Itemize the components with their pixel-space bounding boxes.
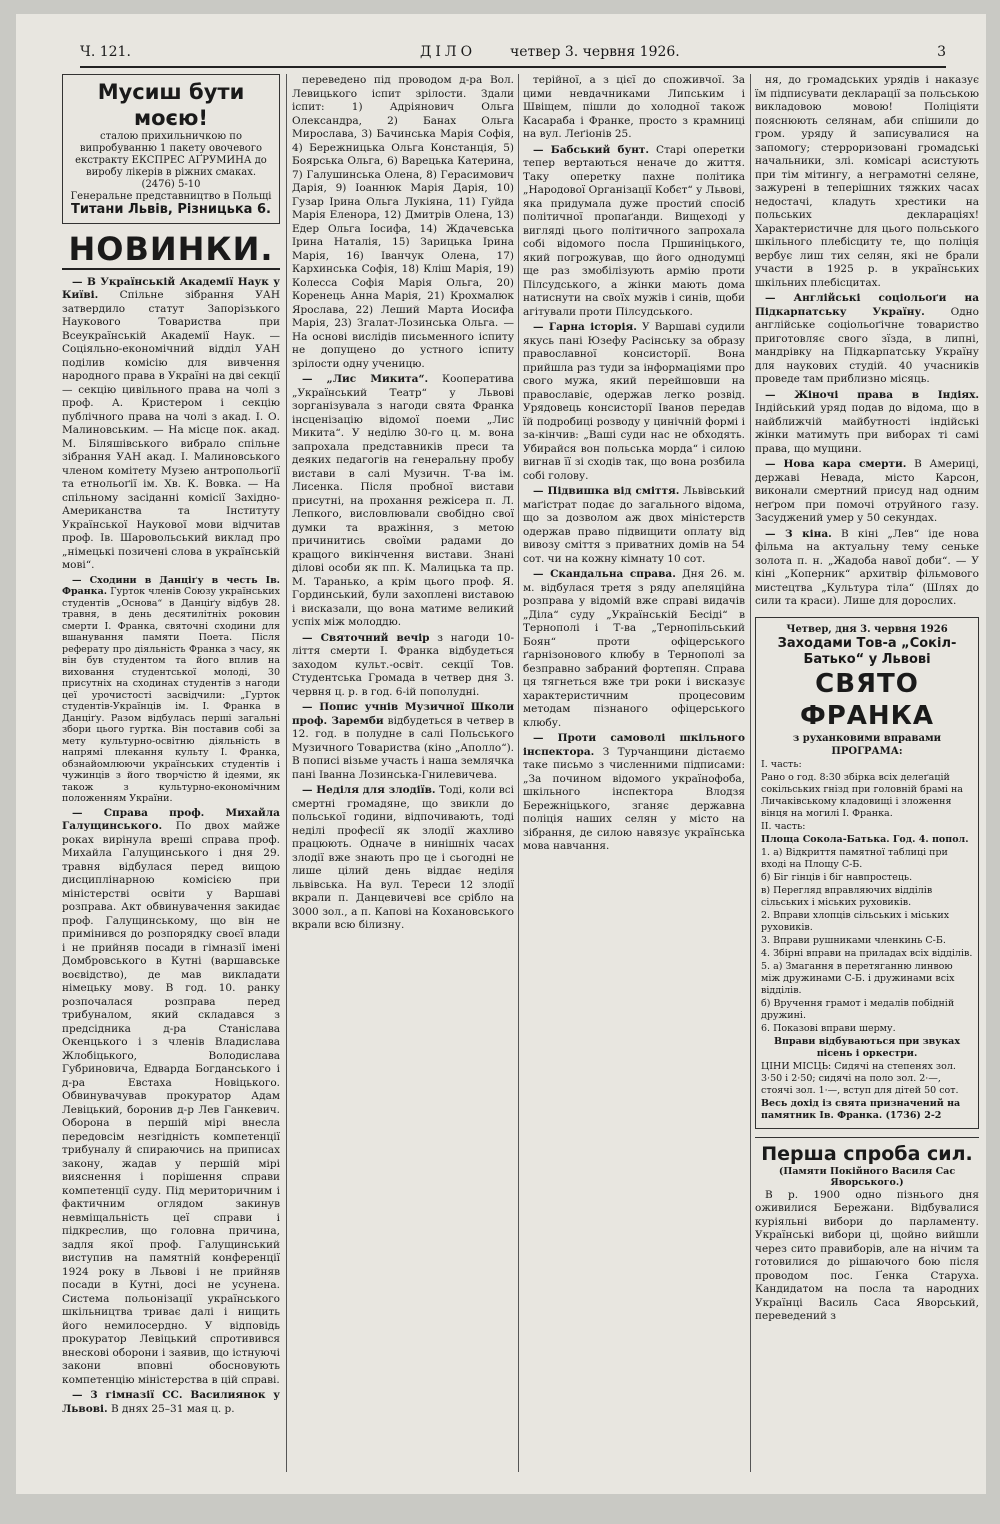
article-text: Індійський уряд подав до відома, що в найближчій майбутності індійські жінки матимуть при виборах ті самі права, що мущини. — [755, 402, 979, 455]
article-text: відбудеться в четвер в 12. год. в полудне в салі Польського Музичного Товариства (кіно „Аполло“). В пописі візьме участь і наша землячка пані Іванна Лозинська-Гнилевичева. — [292, 714, 514, 781]
ad-footer: Титани Львів, Різницька 6. — [71, 202, 271, 217]
program-item: 1. а) Відкриття памятної таблиці при вході на Площу С-Б. — [761, 846, 948, 870]
program-item: 6. Показові вправи шерму. — [761, 1022, 896, 1034]
article-text: Старі оперетки тепер вертаються неначе до життя. Таку оперетку пахне політика „Народової Організації Кобєт“ у Львові, яка придумала дуже простий спосіб політичної пропаґанди. Вищеході у вигляді цього політичного запрохала собі відомого посла Пршиніцького, який погрожував, що його однодумці ще раз змобілізують армію проти Пілсудського, а жінки мають дома натиснути на своїх мужів і синів, щоби агітували проти Пілсудського. — [523, 143, 745, 318]
issue-date: четвер 3. червня 1926. — [510, 44, 680, 60]
article-title: — Підвишка від сміття. — [533, 485, 680, 497]
program-item: 2. Вправи хлопців сільських і міських руховиків. — [761, 909, 950, 933]
program-item: в) Перегляд вправляючих відділів сільських і міських руховиків. — [761, 884, 933, 908]
article — [755, 389, 979, 457]
program-prices: ЦІНИ МІСЦЬ: Сидячі на степенях зол. 3·50 і 2·50; сидячі на поло зол. 2·—, стоячі зол. 1·—, вступ для дітей 50 сот. — [761, 1060, 959, 1096]
advertisement — [62, 74, 280, 224]
article-text: Гурток членів Союзу українських студентів „Основа“ в Данціґу відбув 28. травня, в день десятилітніх роковин смерти І. Франка, святочні сходини для вшанування памяти Поета. Після реферату про діяльність Франка з часу, як він був студентом та його вплив на виховання студентської молоді, 30 присутніх на сходинах студентів з нагоди цеї урочистості засвідчили: „Гурток студентів-Українців ім. І. Франка в Данціґу. Разом відбулась перші загальні збори цього гуртка. Він поставив собі за мету культурно-освітню діяльність в напрямі плекання культу І. Франка, обзнайомлюючи українських студентів і чужинців з його творчістю й ідеями, як також з культурно-економічним положенням України. — [62, 586, 280, 804]
article-title: — Англійські соціольоґи на Підкарпатську Україну. — [755, 292, 979, 318]
article-text: У Варшаві судили якусь пані Юзефу Расінську за образу православної консисторії. Вона прийшла раз туди за інформаціями про свого мужа, який перейшовши на православіє, одержав легко розвід. Урядовець консисторії Іванов передав їй подробиці розводу у цинічній формі і за-кінчив: „Ваші суди нас не обходять. Убирайся вон польська морда“ і силою вигнав її зі сходів так, що вона розбила собі голову. — [523, 321, 745, 482]
article-text: Львівський маґістрат подає до загального відома, що за дозволом аж двох міністерств одержав право підвищити оплату від вивозу сміття з приватних домів на 54 сот. чи на кожну кімнату 10 сот. — [523, 485, 745, 565]
article-title: — Скандальна справа. — [533, 568, 676, 580]
article — [292, 74, 514, 371]
article — [62, 276, 280, 573]
program-part-text: Рано о год. 8:30 збірка всіх делеґацій сокільських гнізд при головній брамі на Личаківському кладовищі і зложення вінця на могилі І. Франка. — [761, 771, 963, 819]
notice-organizer: Заходами Тов-а „Сокіл-Батько“ у Львові — [777, 635, 957, 667]
notice-subtitle: з руханковими вправами — [792, 732, 942, 744]
page-header — [80, 40, 946, 68]
column-divider — [286, 74, 287, 1472]
article-text: Дня 26. м. м. відбулася третя з ряду апеляційна розправа у відомій вже справі видачів „Діла“ суду „Українській Бесіді“ в Тернополі і Т-ва „Тернопільський Боян“ проти офіцерського ґарнізонового клюбу в Тернополі за безправно забраний фортепян. Справа ця тягнеться вже три роки і висказує характеристичним процесовим методам пізнаного офіцерського клюбу. — [523, 568, 745, 729]
column-2 — [292, 74, 514, 1472]
article-text: Одно англійське соціольоґічне товариство приготовляє свого зїзда, в липні, мандрівку на Підкарпатську Україну для наукових студій. 40 учасників проведе там приблизно місяць. — [755, 305, 979, 385]
article — [755, 458, 979, 526]
program-list — [761, 759, 973, 1122]
article-title: — „Лис Микита“. — [302, 373, 429, 385]
column-divider — [750, 74, 751, 1472]
program-item: б) Вручення грамот і медалів побідній дружині. — [761, 997, 955, 1021]
article — [62, 1389, 280, 1416]
page-number: 3 — [937, 44, 946, 60]
article-text: Кооператива „Український Театр“ у Львові зорганізувала з нагоди свята Франка інсценізацію відомої поеми „Лис Микита“. У неділю 30-го ц. м. вона запрохала представників преси та деяких педагогів на генеральну пробу вистави в салі Музичн. Т-ва ім. Лисенка. Після пробної вистави присутні, на прохання режісера п. Л. Лепкого, висловлювали свобідно свої думки та вражіння, з метою причинитись своїми радами до кращого викінчення вистави. Знані ділові особи як пп. К. Малицька та пр. М. Таранько, а крім цього проф. Я. Гординський, були захоплені виставою і висказали, що вона матиме великий успіх між молоддю. — [292, 373, 514, 628]
program-part-label: II. часть: — [761, 820, 806, 832]
article-title: — Святочний вечір — [302, 631, 430, 644]
article — [292, 784, 514, 933]
article-text: ня, до громадських урядів і наказує їм підписувати декларації за польською викладовою мовою! Поліціяти пояснюють селянам, аби спішили до гром. уряду й записувалися на запомогу; стерроризовані громадські начальники, злі. комісарі асистують при тім мітингу, а неграмотні селяне, зажурені в теперішних тяжких часах недостачі, кладуть хрестики на польських деклараціях! Характеристичне для цього польського шкільного плебісциту те, що поліція вербує лиш тих селян, які не брали участи в 1925 р. в українських шкільних плебісцитах. — [755, 74, 979, 289]
article-title: — В Українській Академії Наук у Київі. — [62, 275, 280, 301]
article — [755, 528, 979, 609]
franko-celebration-notice — [755, 617, 979, 1129]
article — [523, 144, 745, 320]
article — [62, 575, 280, 805]
issue-number: Ч. 121. — [80, 44, 131, 60]
article-text: переведено під проводом д-ра Вол. Левицького іспит зрілости. Здали іспит: 1) Адріянович Ольга Олександра, 2) Банах Ольга Мирослава, 3) Бачинська Марія Софія, 4) Бережницька Ольга Констанція, 5) Боярська Ольга, 6) Варецька Катерина, 7) Галушинська Олена, 8) Герасимович Дарія, 9) Іоаннюк Марія Дарія, 10) Гузар Ірина Ольга Лукіянa, 11) Гуйда Марія Еленора, 12) Дмитрів Олена, 13) Едер Ольга Іосифа, 14) Ждачевська Ірина Наталія, 15) Зарицька Ірина Марія, 16) Іванчук Олена, 17) Кархинська Софія, 18) Кліш Марія, 19) Колесса Софія Марія Ольга, 20) Коренець Анна Марія, 21) Крохмалюк Ярослава, 22) Леший Марта Иосифа Марія, 23) Згалат-Лозинська Ольга. — На основі вислідів письменного іспиту не допущено до устного іспиту зрілости одну ученицю. — [292, 74, 514, 370]
article — [523, 74, 745, 142]
program-item: 4. Збірні вправи на приладах всіх відділів. — [761, 947, 973, 959]
notice-title: СВЯТО ФРАНКА — [799, 668, 935, 731]
program-music: Вправи відбуваються при звуках пісень і оркестри. — [773, 1035, 960, 1059]
article-title: — Нова кара смерти. — [765, 458, 907, 470]
article-title: — Попис учнів Музичної Школи проф. Заремби — [292, 701, 514, 727]
column-1 — [62, 74, 280, 1472]
notice-date: Четвер, дня 3. червня 1926 — [786, 623, 948, 635]
article — [523, 485, 745, 566]
ad-footer-label: Генеральне представництво в Польщі — [70, 191, 272, 202]
article-title: — Справа проф. Михайла Галущинського. — [62, 806, 280, 832]
article-title: — Бабський бунт. — [533, 143, 650, 156]
program-income: Весь дохід із свята призначений на памятник Ів. Франка. (1736) 2-2 — [761, 1097, 961, 1121]
program-place: Площа Сокола-Батька. Год. 4. попол. — [761, 833, 969, 845]
column-divider — [518, 74, 519, 1472]
article — [292, 373, 514, 630]
program-item: б) Біг гінців і біг навпростець. — [761, 871, 913, 883]
article — [523, 568, 745, 730]
newspaper-page — [16, 14, 986, 1494]
article-title: — Жіночі права в Індіях. — [765, 388, 979, 401]
article-text: терійної, а з цієї до споживчої. За цими невдачниками Липським і Швіщем, пішли до холодної також Касараба і Франке, просто з крамниці на вул. Леґіонів 25. — [523, 74, 745, 140]
column-4 — [755, 74, 979, 1472]
article-title: — З кіна. — [765, 527, 832, 540]
article — [523, 732, 745, 854]
article-text: Спільне зібрання УАН затвердило статут Запорізького Наукового Товариства при Всеукраїнській Академії Наук. — Соціяльно-економічний відділ УАН поділив комісію для вивчення народного права в Україні на дві секції — секцію цивільного права на чолі з проф. А. Кристером і секцію публічного права на чолі з акад. І. О. Малиновським. — На місце пок. акад. М. Біляшівського вибрало спільне зібрання УАН акад. І. Малиновського членом комітету Музею антропольоґії та етнольоґії ім. Хв. К. Вовка. — На спільному засіданні комісії Західно-Американства та Інституту Української Наукової мови відчитав проф. Ів. Шаровольський виклад про „німецькі позичені слова в українській мові“. — [62, 289, 280, 571]
last-article-text: В р. 1900 одно пізнього дня оживилися Бережани. Відбувалися куріяльні вибори до парламенту. Українські вибори ці, щойно вийшли через сито правиборів, але на нічим та готовилися до рішаючого бою після проводом пос. Ґенкa Старуха. Кандидатом на посла та народних Українці Василь Саса Яворський, переведений з — [755, 1188, 979, 1322]
program-item: 3. Вправи рушниками членкинь С-Б. — [761, 934, 946, 946]
notice-program-label: ПРОГРАМА: — [831, 745, 903, 757]
program-part-label: I. часть: — [761, 758, 802, 770]
article-title: — 3 гімназії СС. Василиянок у Львові. — [62, 1389, 280, 1415]
section-title: НОВИНКИ. — [62, 230, 280, 270]
article-text: По двох майже роках вирінула вреші справа проф. Михайла Галущинського і дня 29. травня відбулася перед вищою дисциплінарною комісією при міністерстві освіти у Варшаві розправа. Акт обвинувачення закидає проф. Галущинському, що він не примінився до розпорядку своєї влади і не прийняв посади в гімназії імені Домбровського в Кутні (варшавське воєвідство), де мав викладати німецьку мову. В год. 10. ранку розпочалася розправа перед трибуналом, який складався з предсідника д-ра Станіслава Окенцького і з членів Владислава Жлобіцького, Володислава Губриновича, Едварда Богданського і д-ра Евстаха Новіцького. Обвинувачував прокуратор Адам Левіцький, боронив д-р Лев Ганкевич. Оборона в першій мірі внесла передовсім незгідність компетенції трибуналу й спираючись на приписах закону, жадав у першій мірі вияснення і порішення справи компетенції суду. Під мериторичним і фактичним оглядом закинув невміщальність цеї справи і підкреслив, що головна причина, задля якої проф. Галущинський виступив на памятній конференції 1924 року в Львові і не прийняв посади в Кутні, досі не усунена. Система польонізації українського шкільництва триває далі і нищить його немилосердно. У відповідь прокуратор Левіцький спротивився внескові оборони і заявив, що істнуючі закони вповні обосновують компетенцію міністерства в цій справі. — [62, 820, 280, 1386]
article — [755, 292, 979, 387]
ad-title: Мусиш бути моєю! — [97, 80, 245, 130]
article-title: — Гарна історія. — [533, 321, 637, 333]
article-text: Тоді, коли всі смертні громадяне, що звикли до польської години, відпочивають, тоді неділі професії як злодії жахливо працюють. Одначе в нинішніх часах злодії вже знають про це і сьогодні не лише цілий день віддає неділя львівська. На вул. Тереси 12 злодії вкрали п. Данцевичеві все срібло на 3000 зол., а п. Капові на Кохановського вкрали всю білизну. — [292, 784, 514, 931]
article-text: З Турчанщини дістаємо таке письмо з численними підписами: „За почином відомого українофоба, шкільного інспектора Влодзя Бережніцького, зганяє державна поліція наших селян у місто на зібрання, де силою навязує українська мова навчання. — [523, 745, 745, 852]
article — [62, 807, 280, 1388]
last-article-title: Перша спроба сил. — [755, 1137, 979, 1166]
article — [755, 74, 979, 290]
program-item: 5. а) Змагання в перетяганню линвою між дружинами С-Б. і дружинами всіх відділів. — [761, 960, 955, 996]
column-3 — [523, 74, 745, 1472]
article-text: В днях 25–31 мая ц. р. — [111, 1402, 235, 1415]
article-title: — Сходини в Данціґу в честь Ів. Франка. — [62, 574, 280, 597]
article-text: з нагоди 10-ліття смерти І. Франка відбудеться заходом культ.-освіт. секції Тов. Студентська Громада в четвер дня 3. червня ц. р. в год. 6-ій пополудні. — [292, 631, 514, 698]
paper-title: ДІЛО — [420, 44, 477, 60]
ad-body: сталою прихильничкою по випробуванню 1 пакету овочевого екстракту ЕКСПРЕС АҐРУМИНА до виробу лікерів в ріжних смаках. (2476) 5-10 — [75, 131, 267, 190]
article-title: — Неділя для злодіїв. — [302, 784, 436, 796]
article-title: — Проти самоволі шкільного інспектора. — [523, 732, 745, 758]
article-text: В кіні „Лев“ іде нова фільма на актуальну тему сеньке золота п. н. „Жадоба навої доби“. — У кіні „Коперник“ архитвір фільмового мистецтва „Культура тіла“ (Шлях до сили та краси). Лише для дорослих. — [755, 527, 979, 607]
last-article-subtitle: (Памяти Покійного Василя Сас Яворського.) — [778, 1165, 956, 1188]
article — [523, 321, 745, 483]
article-text: В Америці, державі Невада, місто Карсон, виконали смертний присуд над одним неґром при помочі отруйного газу. Засуджений умер у 50 секундах. — [755, 458, 979, 524]
article — [292, 632, 514, 700]
article — [292, 701, 514, 782]
